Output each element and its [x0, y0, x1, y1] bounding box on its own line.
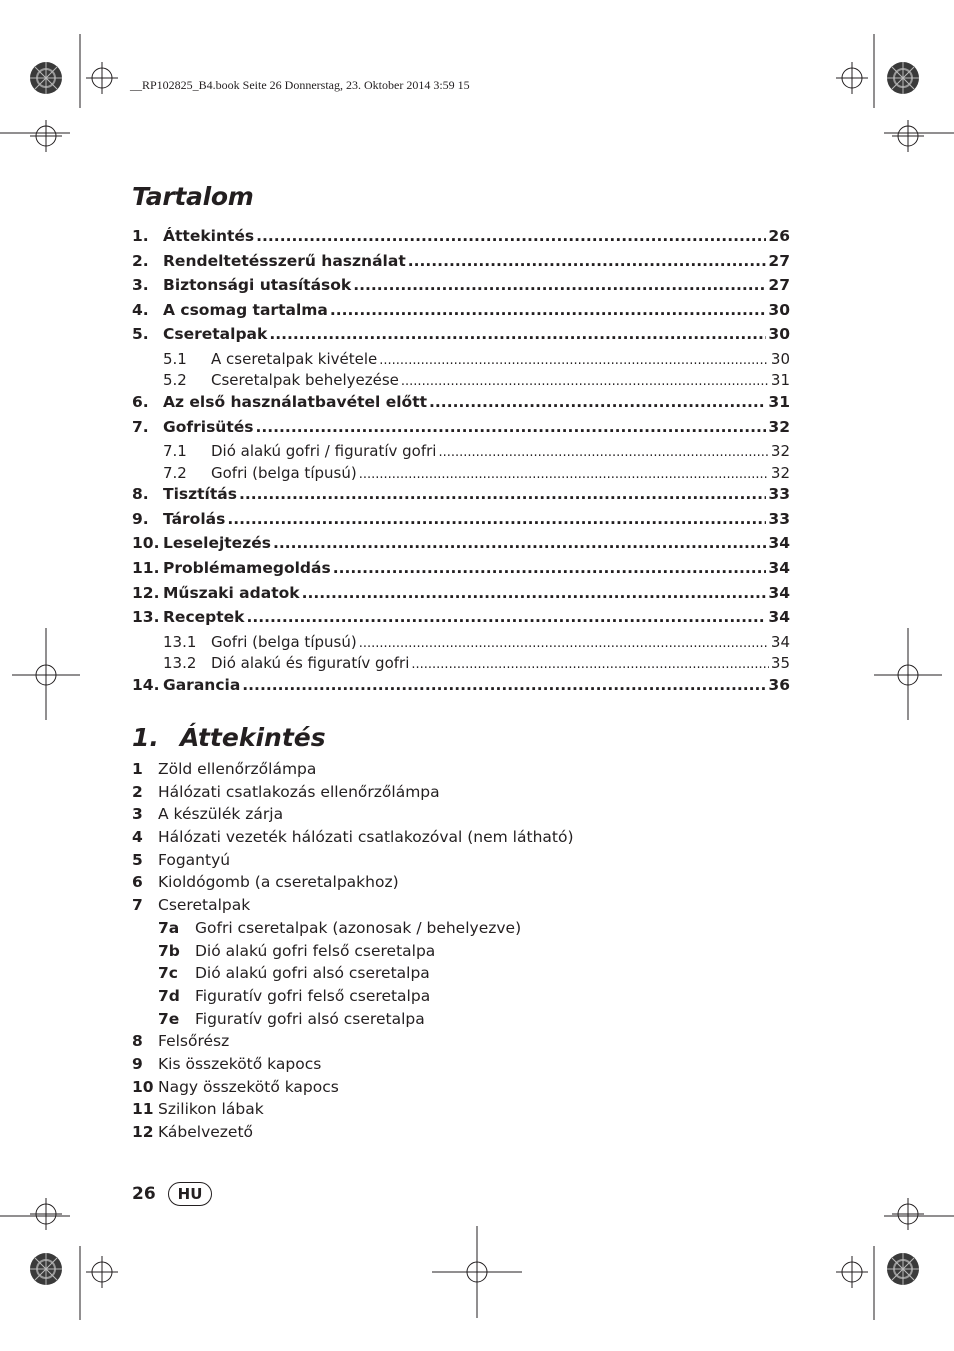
toc-entry: [132, 418, 790, 443]
toc-entry-number: 13.1: [163, 632, 197, 651]
toc-entry-page: 32: [770, 442, 790, 461]
toc-entry-title: Biztonsági utasítások: [163, 276, 352, 295]
part-number: 9: [132, 1054, 143, 1073]
part-number: 12: [132, 1123, 154, 1141]
toc-entry-number: 7.1: [163, 442, 187, 461]
toc-leader-dots: [302, 584, 767, 602]
toc-entry-title: Problémamegoldás: [163, 558, 331, 577]
part-number: 2: [132, 782, 143, 801]
toc-entry-page: 30: [770, 349, 790, 368]
part-number: 7d: [158, 986, 180, 1005]
color-wheel: [30, 1253, 62, 1285]
toc-leader-dots: [359, 464, 769, 482]
part-item: [132, 1055, 782, 1078]
part-label: Fogantyú: [158, 850, 231, 869]
part-number: 7b: [158, 941, 180, 960]
toc-entry-page: 35: [770, 654, 790, 673]
part-number: 8: [132, 1032, 143, 1051]
part-item: [132, 805, 782, 828]
toc-entry-page: 34: [768, 608, 790, 627]
part-label: A készülék zárja: [158, 805, 284, 824]
toc-leader-dots: [411, 654, 769, 672]
toc-leader-dots: [379, 350, 769, 368]
toc-entry-title: Tisztítás: [163, 485, 237, 504]
part-number: 5: [132, 850, 143, 869]
part-number: 1: [132, 760, 143, 778]
registration-mark: [874, 628, 942, 720]
toc-entry: [132, 608, 790, 633]
toc-entry: [132, 350, 790, 372]
toc-leader-dots: [227, 510, 766, 528]
toc-entry-page: 34: [770, 632, 790, 651]
parts-list: [132, 760, 782, 1146]
toc-entry: [132, 301, 790, 326]
toc-entry: [132, 654, 790, 676]
toc-entry-title: Garancia: [163, 675, 241, 694]
toc-entry-number: 9.: [132, 509, 149, 528]
toc-leader-dots: [401, 371, 769, 389]
part-label: Felsőrész: [158, 1032, 230, 1051]
toc-leader-dots: [438, 442, 768, 460]
toc-entry: [132, 534, 790, 559]
toc-entry-page: 34: [768, 583, 790, 602]
toc-entry: [132, 633, 790, 655]
toc-entry-page: 32: [770, 463, 790, 482]
toc-entry: [132, 584, 790, 609]
toc-entry-page: 27: [768, 276, 790, 295]
toc-entry-page: 33: [768, 485, 790, 504]
registration-mark: [12, 628, 80, 720]
toc-entry-title: Cseretalpak behelyezése: [211, 371, 399, 390]
part-item: [132, 919, 782, 942]
part-item: [132, 964, 782, 987]
toc-entry-page: 34: [768, 558, 790, 577]
part-label: Figuratív gofri felső cseretalpa: [195, 986, 431, 1005]
part-item: [132, 851, 782, 874]
part-label: Dió alakú gofri alsó cseretalpa: [195, 964, 430, 983]
toc-title: Tartalom: [132, 182, 254, 211]
toc-entry-number: 1.: [132, 227, 149, 245]
toc-entry-title: A csomag tartalma: [163, 300, 328, 319]
part-number: 6: [132, 873, 143, 892]
part-number: 7e: [158, 1009, 180, 1028]
toc-leader-dots: [353, 276, 766, 294]
toc-entry-page: 36: [768, 675, 790, 694]
toc-leader-dots: [330, 301, 767, 319]
table-of-contents: [132, 227, 790, 700]
part-label: Figuratív gofri alsó cseretalpa: [195, 1009, 425, 1028]
toc-entry-title: Receptek: [163, 608, 245, 627]
part-number: 7c: [158, 964, 178, 983]
toc-entry: [132, 442, 790, 464]
part-label: Nagy összekötő kapocs: [158, 1077, 339, 1096]
toc-entry: [132, 510, 790, 535]
toc-leader-dots: [359, 633, 769, 651]
toc-entry-number: 5.1: [163, 349, 187, 368]
part-item: [132, 896, 782, 919]
toc-leader-dots: [242, 676, 766, 694]
part-item: [132, 828, 782, 851]
toc-entry-number: 2.: [132, 251, 149, 270]
part-label: Dió alakú gofri felső cseretalpa: [195, 941, 436, 960]
toc-entry-number: 13.: [132, 608, 160, 627]
toc-entry-page: 30: [768, 325, 790, 344]
toc-entry-page: 30: [768, 300, 790, 319]
part-item: [132, 1078, 782, 1101]
toc-leader-dots: [269, 325, 766, 343]
toc-entry: [132, 371, 790, 393]
section-number: 1.: [132, 723, 159, 752]
toc-entry: [132, 464, 790, 486]
section-title: [132, 723, 326, 752]
registration-mark: [86, 62, 118, 94]
part-number: 4: [132, 828, 143, 847]
part-number: 7: [132, 896, 143, 915]
toc-entry-page: 34: [768, 534, 790, 553]
part-number: 3: [132, 805, 143, 824]
book-file-line: __RP102825_B4.book Seite 26 Donnerstag, 23. Oktober 2014 3:59 15: [130, 78, 470, 92]
toc-leader-dots: [255, 418, 766, 436]
registration-mark: [30, 1198, 62, 1230]
toc-entry: [132, 276, 790, 301]
color-wheel: [887, 62, 919, 94]
color-wheel: [30, 62, 62, 94]
part-item: [132, 760, 782, 783]
part-label: Gofri cseretalpak (azonosak / behelyezve): [195, 918, 522, 937]
page-footer: [132, 1182, 212, 1206]
toc-entry-title: Tárolás: [163, 509, 226, 528]
part-item: [132, 987, 782, 1010]
toc-entry-page: 31: [768, 392, 790, 411]
registration-mark: [30, 120, 62, 152]
toc-entry-number: 4.: [132, 300, 149, 319]
toc-entry-number: 14.: [132, 675, 160, 694]
part-number: 11: [132, 1100, 154, 1119]
toc-entry-title: Az első használatbavétel előtt: [163, 392, 428, 411]
toc-leader-dots: [333, 559, 767, 577]
toc-entry-title: Áttekintés: [163, 227, 255, 245]
part-label: Cseretalpak: [158, 896, 251, 915]
part-item: [132, 1123, 782, 1146]
part-item: [132, 1100, 782, 1123]
part-item: [132, 942, 782, 965]
toc-entry-number: 5.2: [163, 371, 187, 390]
toc-entry-title: Rendeltetésszerű használat: [163, 251, 406, 270]
toc-entry: [132, 227, 790, 252]
section-title-text: Áttekintés: [180, 723, 326, 752]
toc-leader-dots: [429, 393, 766, 411]
toc-entry-title: Dió alakú gofri / figuratív gofri: [211, 442, 437, 461]
toc-entry-number: 11.: [132, 558, 160, 577]
toc-entry-title: Dió alakú és figuratív gofri: [211, 654, 410, 673]
toc-leader-dots: [256, 227, 766, 245]
part-item: [132, 1010, 782, 1033]
part-label: Szilikon lábak: [158, 1100, 264, 1119]
toc-leader-dots: [246, 608, 766, 626]
toc-entry: [132, 393, 790, 418]
registration-mark: [836, 62, 868, 94]
toc-entry: [132, 252, 790, 277]
toc-entry-title: A cseretalpak kivétele: [211, 349, 378, 368]
toc-entry-page: 31: [770, 371, 790, 390]
toc-entry: [132, 676, 790, 701]
registration-mark: [86, 1256, 118, 1288]
toc-entry: [132, 325, 790, 350]
color-wheel: [887, 1253, 919, 1285]
part-item: [132, 873, 782, 896]
toc-entry-number: 5.: [132, 325, 149, 344]
toc-entry-title: Leselejtezés: [163, 534, 271, 553]
toc-leader-dots: [408, 252, 767, 270]
toc-entry-title: Cseretalpak: [163, 325, 268, 344]
toc-entry-number: 8.: [132, 485, 149, 504]
part-number: 7a: [158, 918, 180, 937]
part-label: Hálózati csatlakozás ellenőrzőlámpa: [158, 782, 440, 801]
toc-entry-number: 12.: [132, 583, 160, 602]
toc-entry-number: 13.2: [163, 654, 197, 673]
toc-entry: [132, 485, 790, 510]
toc-entry-page: 33: [768, 509, 790, 528]
registration-mark: [892, 1198, 924, 1230]
part-label: Kioldógomb (a cseretalpakhoz): [158, 873, 399, 892]
toc-entry-number: 6.: [132, 392, 149, 411]
registration-mark: [836, 1256, 868, 1288]
part-label: Zöld ellenőrzőlámpa: [158, 760, 317, 778]
language-badge: HU: [168, 1182, 213, 1206]
toc-entry-title: Gofri (belga típusú): [211, 632, 357, 651]
toc-leader-dots: [273, 534, 766, 552]
toc-entry-title: Gofri (belga típusú): [211, 463, 357, 482]
part-label: Kis összekötő kapocs: [158, 1054, 322, 1073]
page-number: 26: [132, 1184, 156, 1204]
registration-mark: [892, 120, 924, 152]
part-label: Hálózati vezeték hálózati csatlakozóval (nem látható): [158, 828, 574, 847]
toc-entry-number: 3.: [132, 276, 149, 295]
toc-entry-page: 32: [768, 417, 790, 436]
toc-entry-title: Gofrisütés: [163, 417, 254, 436]
toc-entry-number: 7.2: [163, 463, 187, 482]
toc-entry: [132, 559, 790, 584]
part-number: 10: [132, 1077, 154, 1096]
part-item: [132, 783, 782, 806]
part-item: [132, 1032, 782, 1055]
toc-entry-page: 26: [768, 227, 790, 245]
toc-entry-title: Műszaki adatok: [163, 583, 300, 602]
toc-entry-number: 10.: [132, 534, 160, 553]
toc-entry-page: 27: [768, 251, 790, 270]
toc-entry-number: 7.: [132, 417, 149, 436]
toc-leader-dots: [239, 485, 766, 503]
registration-mark: [432, 1226, 522, 1318]
part-label: Kábelvezető: [158, 1123, 254, 1141]
